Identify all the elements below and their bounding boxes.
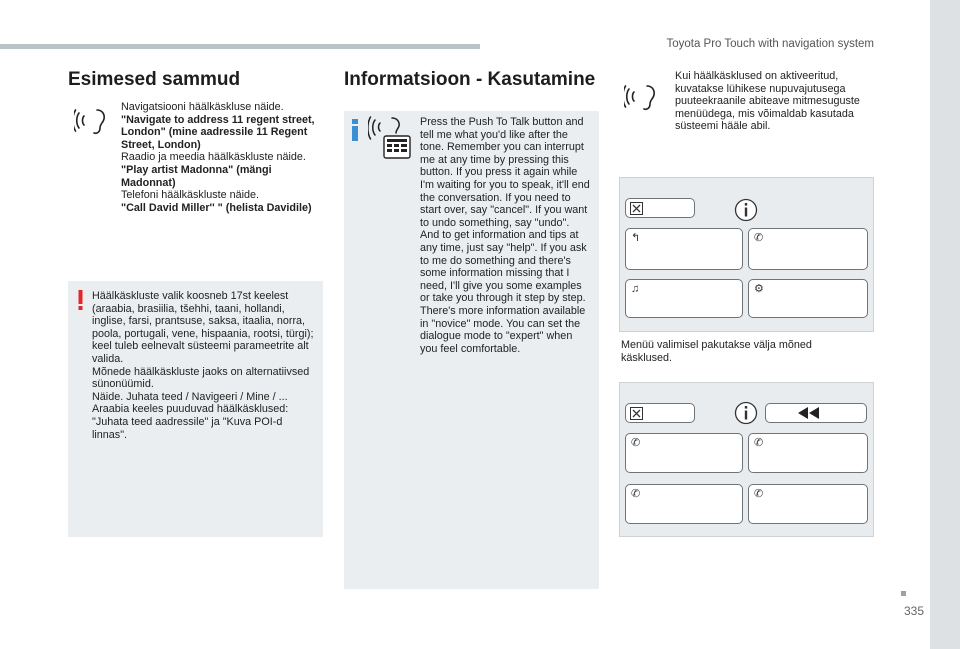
back-icon (798, 407, 820, 419)
phone-command-button-3[interactable] (625, 484, 743, 524)
warning-note-text (92, 290, 317, 441)
phone-icon: ✆ (754, 437, 764, 449)
close-voice-button[interactable] (625, 198, 695, 218)
back-button[interactable] (765, 403, 867, 423)
header-rule (0, 44, 480, 49)
voice-command-icon (74, 106, 110, 138)
voice-menu-screen-main (619, 177, 874, 332)
voice-help-intro: Kui häälkäsklused on aktiveeritud, kuvatakse lühikese nupuvajutusega puuteekraanile abiteave mitmesuguste menüüdega, mis võimaldab kasutada süsteemi hääle abil. (675, 70, 860, 133)
page-number: 335 (903, 604, 924, 618)
note-line: Araabia keeles puuduvad häälkäsklused: "Juhata teed aadressile" ja "Kuva POI-d linnas". (92, 403, 289, 441)
voice-menu-screen-phone (619, 382, 874, 537)
note-line: Näide. Juhata teed / Navigeeri / Mine / ... (92, 390, 288, 403)
settings-icon: ⚙ (754, 283, 764, 295)
phone-icon: ✆ (754, 232, 764, 244)
header-title: Toyota Pro Touch with navigation system (666, 38, 874, 50)
voice-command-icon (624, 82, 660, 114)
settings-menu-button[interactable] (748, 279, 868, 318)
info-i-icon (351, 119, 359, 141)
heading-information-usage: Informatsioon - Kasutamine (344, 69, 596, 90)
info-note-text: Press the Push To Talk button and tell me what you'd like after the tone. Remember you can interrupt me at any time by pressing this button. If you press it again while I'm waiting for you to speak, it'll end the conversation. If you need to start over, say "cancel". If you want to undo something, say "undo". And to get information and tips at any time, just say "help". If you ask to me do something and there's some information missing that I need, I'll give you some examples or take you through it step by step. There's more information available in "novice" mode. You can set the dialogue mode to "expert" when you feel comfortable. (420, 116, 590, 355)
phone-menu-button[interactable] (748, 228, 868, 270)
example-radio-command: "Play artist Madonna" (mängi Madonnat) (121, 163, 272, 189)
info-icon[interactable] (734, 401, 758, 425)
menu-caption: Menüü valimisel pakutakse välja mõned käsklused. (621, 339, 812, 364)
phone-command-button-1[interactable] (625, 433, 743, 473)
navigation-menu-button[interactable] (625, 228, 743, 270)
close-x-icon (630, 202, 643, 215)
voice-examples (121, 101, 321, 214)
example-nav-label: Navigatsiooni häälkäskluse näide. (121, 101, 284, 113)
example-phone-command: "Call David Miller'' " (helista Davidile) (121, 201, 312, 214)
close-voice-button[interactable] (625, 403, 695, 423)
info-icon[interactable] (734, 198, 758, 222)
navigation-icon: ↰ (631, 232, 641, 244)
music-menu-button[interactable] (625, 279, 743, 318)
phone-icon: ✆ (754, 488, 764, 500)
phone-command-button-4[interactable] (748, 484, 868, 524)
example-phone-label: Telefoni häälkäskluste näide. (121, 189, 260, 202)
example-nav-command: "Navigate to address 11 regent street, London" (mine aadressile 11 Regent Street, London) (121, 113, 315, 151)
push-to-talk-icon (368, 116, 414, 162)
note-line: Mõnede häälkäskluste jaoks on alternatiivsed sünonüümid. (92, 365, 310, 391)
heading-first-steps: Esimesed sammud (68, 69, 241, 90)
note-line: Häälkäskluste valik koosneb 17st keelest (araabia, brasiilia, tšehhi, taani, hollandi, inglise, farsi, prantsuse, saksa, itaalia, norra, poola, portugali, vene, hispaania, rootsi, türgi); keel tuleb eelnevalt süsteemi parameetrite alt valida. (92, 290, 314, 365)
music-icon: ♫ (631, 283, 640, 295)
warning-exclamation-icon (78, 290, 83, 310)
phone-icon: ✆ (631, 488, 641, 500)
phone-icon: ✆ (631, 437, 641, 449)
phone-command-button-2[interactable] (748, 433, 868, 473)
page-side-strip (930, 0, 960, 649)
close-x-icon (630, 407, 643, 420)
footer-dot (901, 591, 906, 596)
example-radio-label: Raadio ja meedia häälkäskluste näide. (121, 151, 306, 164)
